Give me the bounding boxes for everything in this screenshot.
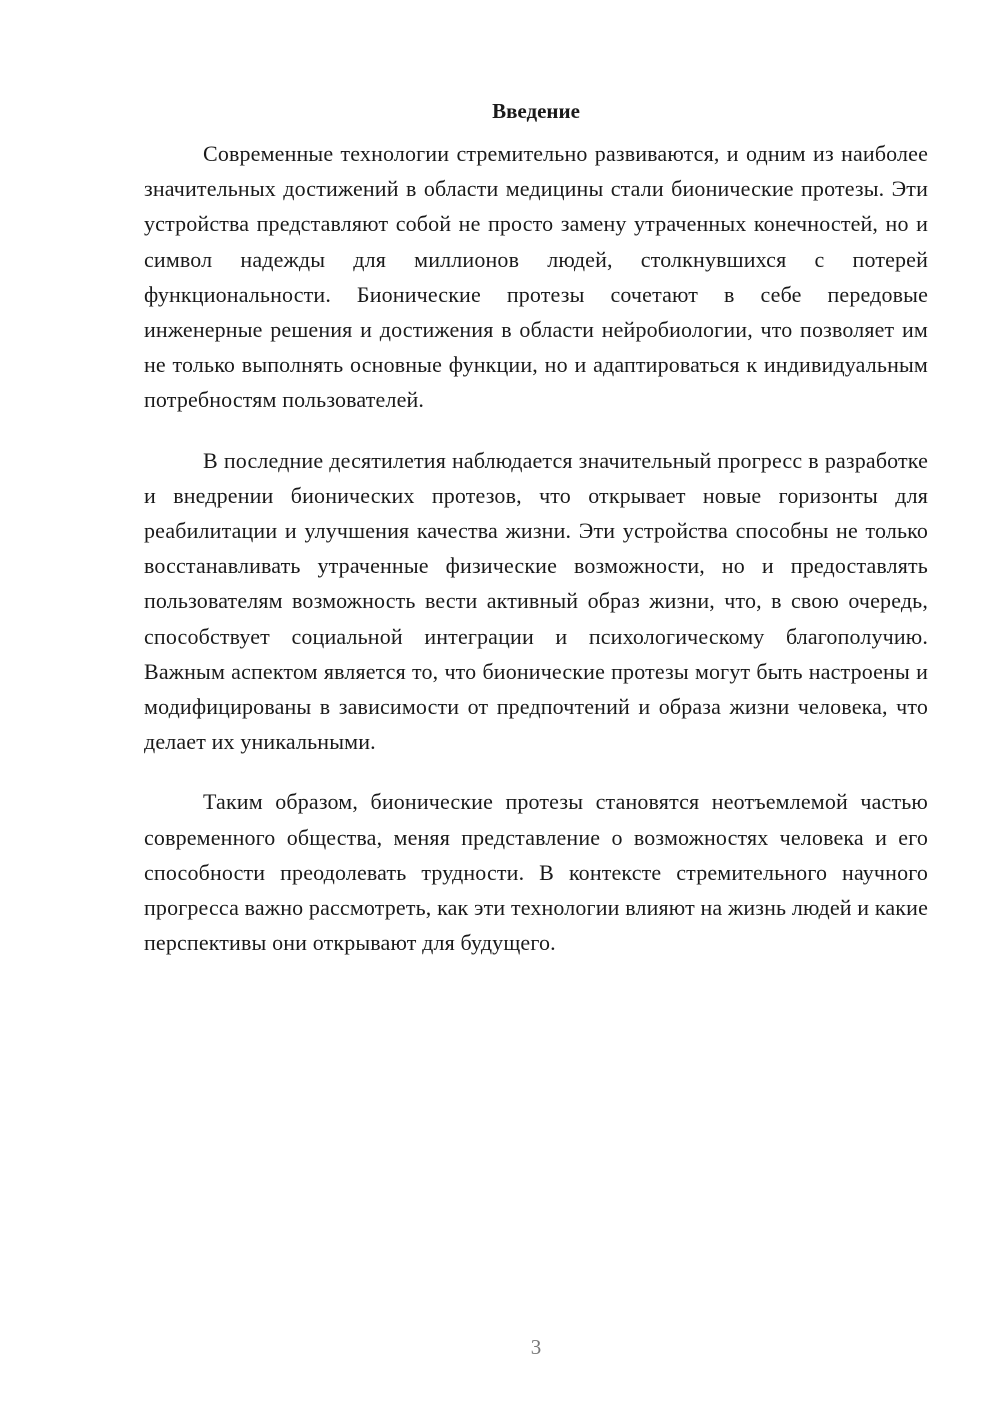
page-number: 3 [530,1335,542,1359]
paragraph-3: Таким образом, бионические протезы становятся неотъемлемой частью современного общества, меняя представление о возможностях человека и его способности преодолевать трудности. В контексте стремительного научного прогресса важно рассмотреть, как эти технологии влияют на жизнь людей и какие перспективы они открывают для будущего. [144,789,928,956]
section-title: Введение [492,99,580,123]
paragraph-2: В последние десятилетия наблюдается значительный прогресс в разработке и внедрении бионических протезов, что открывает новые горизонты для реабилитации и улучшения качества жизни. Эти устройства способны не только восстанавливать утраченные физические возможности, но и предоставлять пользователям возможность вести активный образ жизни, что, в свою очередь, способствует социальной интеграции и психологическому благополучию. Важным аспектом является то, что бионические протезы могут быть настроены и модифицированы в зависимости от предпочтений и образа жизни человека, что делает их уникальными. [144,447,928,755]
paragraph-1: Современные технологии стремительно развиваются, и одним из наиболее значительных достижений в области медицины стали бионические протезы. Эти устройства представляют собой не просто замену утраченных конечностей, но и символ надежды для миллионов людей, столкнувшихся с потерей функциональности. Бионические протезы сочетают в себе передовые инженерные решения и достижения в области нейробиологии, что позволяет им не только выполнять основные функции, но и адаптироваться к индивидуальным потребностям пользователей. [144,141,928,413]
page-content [144,96,928,960]
